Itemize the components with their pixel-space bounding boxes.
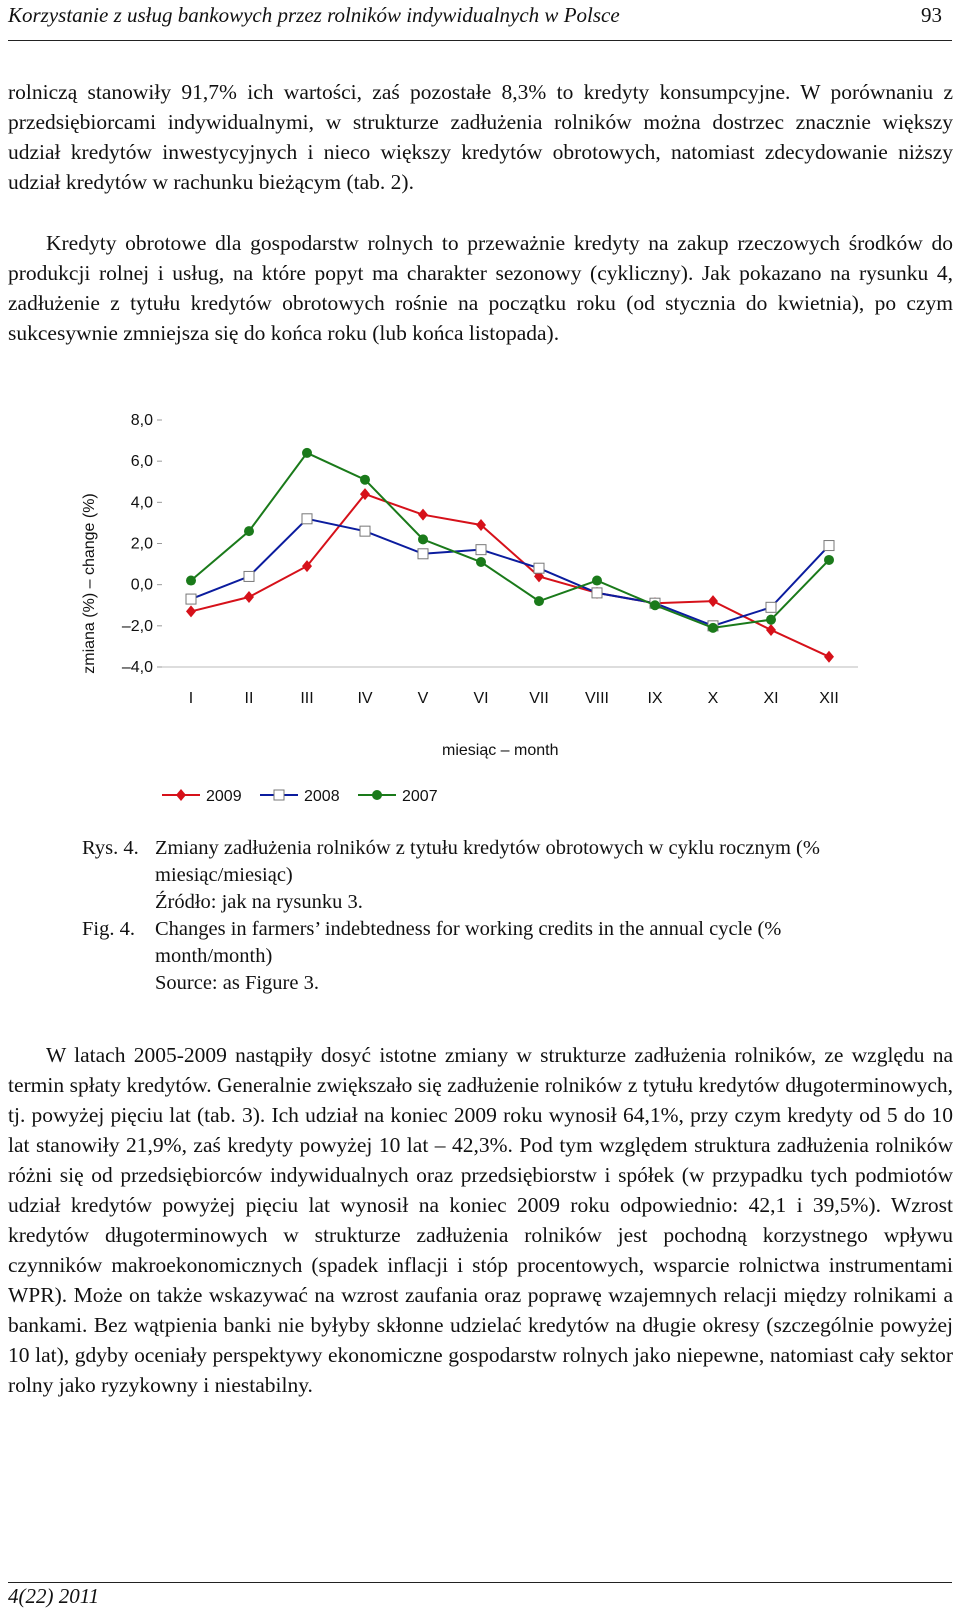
caption-en-text: Changes in farmers’ indebtedness for working credits in the annual cycle (% month/month) (155, 918, 782, 967)
data-point-2007 (824, 555, 834, 565)
legend-label-2009: 2009 (206, 788, 242, 805)
paragraph-3: W latach 2005-2009 nastąpiły dosyć istotne zmiany w strukturze zadłużenia rolników, ze względu na termin spłaty kredytów. Generalnie zwiększało się zadłużenie rolników z tytułu kredytów długoterminowych, tj. powyżej pięciu lat (tab. 3). Ich udział na koniec 2009 roku wynosił 64,1%, przy czym kredyty od 5 do 10 lat stanowiły 21,9%, zaś kredyty powyżej 10 lat – 42,3%. Pod tym względem struktura zadłużenia rolników różni się od przedsiębiorców indywidualnych oraz przedsiębiorstw i spółek (w przypadku tych podmiotów udział kredytów powyżej pięciu lat wynosił na koniec 2009 roku odpowiednio: 42,1 i 39,5%). Wzrost kredytów długoterminowych w strukturze zadłużenia rolników jest pochodną korzystnego wpływu czynników makroekonomicznych (spadek inflacji i stóp procentowych, wsparcie rolnictwa instrumentami WPR). Może on także wskazywać na wzrost zaufania oraz poprawę wzajemnych relacji między rolnikami a bankami. Bez wątpienia banki nie byłyby skłonne udzielać kredytów na długie okresy (szczególnie powyżej 10 lat), gdyby oceniały perspektywy ekonomiczne gospodarstw rolnych jako niepewne, natomiast cały sektor rolny jako ryzykowny i niestabilny. (8, 1043, 953, 1397)
legend-marker-2007 (372, 790, 382, 800)
y-tick-label: –4,0 (121, 659, 153, 676)
x-tick-label: XI (763, 690, 779, 707)
data-point-2009 (244, 591, 254, 603)
issue-number: 4(22) 2011 (8, 1584, 100, 1608)
data-point-2007 (534, 596, 544, 606)
running-head (8, 0, 952, 41)
paragraph-2: Kredyty obrotowe dla gospodarstw rolnych to przeważnie kredyty na zakup rzeczowych środków do produkcji rolnej i usług, na które popyt ma charakter sezonowy (cykliczny). Jak pokazano na rysunku 4, zadłużenie z tytułu kredytów obrotowych rośnie na początku roku (od stycznia do kwietnia), po czym sukcesywnie zmniejsza się do końca roku (lub końca listopada). (8, 231, 953, 345)
page-number: 93 (921, 3, 942, 27)
caption-pl-text: Zmiany zadłużenia rolników z tytułu kredytów obrotowych w cyklu rocznym (% miesiąc/miesiąc) (155, 837, 820, 886)
data-point-2008 (824, 541, 834, 551)
y-tick-label: 2,0 (130, 535, 153, 553)
running-title: Korzystanie z usług bankowych przez rolników indywidualnych w Polsce (8, 3, 620, 27)
data-point-2008 (418, 549, 428, 559)
data-point-2007 (592, 576, 602, 586)
data-point-2007 (360, 475, 370, 485)
data-point-2007 (244, 526, 254, 536)
x-axis-title: miesiąc – month (442, 742, 559, 759)
line-chart (0, 395, 960, 835)
data-point-2008 (360, 526, 370, 536)
caption-en-label: Fig. 4. (82, 918, 135, 940)
series-line-2007 (191, 453, 829, 628)
x-tick-label: II (244, 690, 254, 707)
x-tick-label: XII (819, 690, 839, 707)
x-tick-label: VII (529, 690, 549, 707)
x-tick-label: VI (473, 690, 489, 707)
data-point-2008 (302, 514, 312, 524)
x-tick-label: IX (647, 690, 663, 707)
y-tick-label: 4,0 (130, 494, 153, 512)
x-tick-label: V (417, 690, 429, 707)
y-tick-label: –2,0 (121, 617, 153, 635)
data-point-2008 (186, 594, 196, 604)
y-tick-label: 6,0 (130, 453, 153, 471)
data-point-2007 (418, 534, 428, 544)
data-point-2007 (476, 557, 486, 567)
caption-pl-source: Źródło: jak na rysunku 3. (155, 891, 363, 913)
caption-pl (82, 835, 872, 916)
x-tick-label: VIII (584, 690, 610, 707)
paragraph-1: rolniczą stanowiły 91,7% ich wartości, zaś pozostałe 8,3% to kredyty konsumpcyjne. W porównaniu z przedsiębiorcami indywidualnymi, w strukturze zadłużenia rolników można dostrzec znacznie większy udział kredytów inwestycyjnych i nieco większy kredytów obrotowych, natomiast zdecydowanie niższy udział kredytów w rachunku bieżącym (tab. 2). (8, 80, 953, 194)
series-line-2008 (191, 519, 829, 626)
legend-marker-2009 (176, 789, 186, 801)
y-tick-label: 0,0 (130, 576, 153, 594)
data-point-2008 (244, 571, 254, 581)
caption-en (82, 916, 872, 997)
y-axis-title: zmiana (%) – change (%) (81, 493, 98, 674)
x-tick-label: III (300, 690, 314, 707)
figure-4-chart (0, 395, 960, 835)
legend-label-2008: 2008 (304, 788, 340, 805)
x-tick-label: IV (357, 690, 373, 707)
data-point-2008 (766, 602, 776, 612)
data-point-2007 (708, 623, 718, 633)
data-point-2007 (650, 600, 660, 610)
data-point-2009 (824, 651, 834, 663)
data-point-2009 (766, 624, 776, 636)
x-tick-label: I (188, 690, 194, 707)
data-point-2007 (186, 576, 196, 586)
series-line-2009 (191, 494, 829, 657)
x-tick-label: X (707, 690, 719, 707)
footer-rule (8, 1582, 952, 1583)
data-point-2008 (534, 563, 544, 573)
legend-label-2007: 2007 (402, 788, 438, 805)
figure-caption (82, 835, 872, 997)
data-point-2007 (766, 615, 776, 625)
y-tick-label: 8,0 (130, 412, 153, 429)
legend-marker-2008 (274, 790, 284, 800)
caption-pl-label: Rys. 4. (82, 837, 139, 859)
data-point-2009 (708, 595, 718, 607)
data-point-2008 (592, 588, 602, 598)
data-point-2009 (186, 605, 196, 617)
data-point-2007 (302, 448, 312, 458)
caption-en-source: Source: as Figure 3. (155, 972, 319, 994)
data-point-2009 (418, 509, 428, 521)
data-point-2008 (476, 545, 486, 555)
